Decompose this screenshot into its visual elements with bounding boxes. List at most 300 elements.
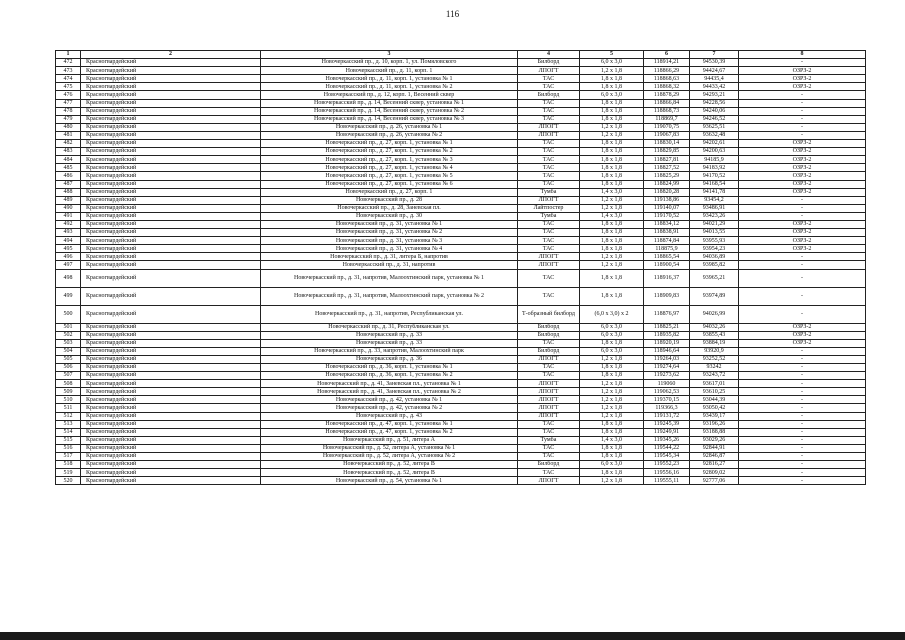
structure-type-cell: Билборд	[518, 347, 580, 355]
coord-y-cell: 93423,26	[690, 212, 739, 220]
coord-x-cell: 118827,52	[644, 164, 690, 172]
district-cell: Красногвардейский	[81, 148, 261, 156]
coord-y-cell: 94168,54	[690, 180, 739, 188]
table-row	[56, 388, 866, 396]
structure-type-cell: ТАС	[518, 164, 580, 172]
zone-cell: -	[739, 436, 866, 444]
row-number-cell: 511	[56, 404, 81, 412]
size-cell: 1,8 х 1,8	[580, 287, 644, 305]
district-cell: Красногвардейский	[81, 469, 261, 477]
structure-type-cell: ТАС	[518, 180, 580, 188]
address-cell: Новочеркасский пр., д. 36, корп. 1, установка № 2	[261, 372, 518, 380]
table-row	[56, 75, 866, 83]
district-cell: Красногвардейский	[81, 461, 261, 469]
coord-x-cell: 119138,86	[644, 196, 690, 204]
coord-x-cell: 118909,83	[644, 287, 690, 305]
column-number: 4	[518, 51, 580, 59]
coord-y-cell: 93243,72	[690, 372, 739, 380]
table-row	[56, 196, 866, 204]
structure-type-cell: Билборд	[518, 323, 580, 331]
scan-bottom-edge	[0, 632, 905, 640]
address-cell: Новочеркасский пр., д. 43	[261, 412, 518, 420]
table-row	[56, 123, 866, 131]
structure-type-cell: ТАС	[518, 83, 580, 91]
coord-x-cell: 119070,75	[644, 123, 690, 131]
coord-y-cell: 92777,06	[690, 477, 739, 485]
zone-cell: -	[739, 477, 866, 485]
address-cell: Новочеркасский пр., д. 31, литера Б, напротив	[261, 253, 518, 261]
coord-x-cell: 118866,29	[644, 67, 690, 75]
structure-type-cell: ТАС	[518, 339, 580, 347]
district-cell: Красногвардейский	[81, 220, 261, 228]
address-cell: Новочеркасский пр., д. 36, корп. 1, установка № 1	[261, 364, 518, 372]
row-number-cell: 488	[56, 188, 81, 196]
district-cell: Красногвардейский	[81, 140, 261, 148]
size-cell: 1,4 х 3,0	[580, 212, 644, 220]
coord-y-cell: 94200,63	[690, 148, 739, 156]
address-cell: Новочеркасский пр., д. 52, литера В	[261, 461, 518, 469]
row-number-cell: 500	[56, 305, 81, 323]
structure-type-cell: ЛПОГТ	[518, 380, 580, 388]
coord-y-cell: 93884,19	[690, 339, 739, 347]
size-cell: 1,2 х 1,8	[580, 396, 644, 404]
size-cell: 1,8 х 1,8	[580, 372, 644, 380]
coord-y-cell: 94036,89	[690, 253, 739, 261]
zone-cell: -	[739, 396, 866, 404]
coord-x-cell: 118916,37	[644, 269, 690, 287]
zone-cell: -	[739, 212, 866, 220]
district-cell: Красногвардейский	[81, 420, 261, 428]
district-cell: Красногвардейский	[81, 75, 261, 83]
coord-y-cell: 94246,52	[690, 115, 739, 123]
district-cell: Красногвардейский	[81, 428, 261, 436]
row-number-cell: 506	[56, 364, 81, 372]
coord-x-cell: 118874,84	[644, 237, 690, 245]
coord-y-cell: 93632,48	[690, 131, 739, 139]
row-number-cell: 492	[56, 220, 81, 228]
table-row	[56, 67, 866, 75]
address-cell: Новочеркасский пр., д. 42, установка № 1	[261, 396, 518, 404]
zone-cell: ОЗРЗ-2	[739, 220, 866, 228]
coord-x-cell: 118829,85	[644, 148, 690, 156]
row-number-cell: 483	[56, 148, 81, 156]
address-cell: Новочеркасский пр., д. 41, Заневская пл., установка № 2	[261, 388, 518, 396]
coord-y-cell: 92816,27	[690, 461, 739, 469]
coord-x-cell: 118868,32	[644, 83, 690, 91]
coord-y-cell: 94032,26	[690, 323, 739, 331]
size-cell: 1,8 х 1,8	[580, 83, 644, 91]
row-number-cell: 485	[56, 164, 81, 172]
address-cell: Новочеркасский пр., д. 11, корп. 1	[261, 67, 518, 75]
zone-cell: -	[739, 388, 866, 396]
coord-x-cell: 119556,16	[644, 469, 690, 477]
size-cell: 1,8 х 1,8	[580, 420, 644, 428]
size-cell: 6,0 х 3,0	[580, 461, 644, 469]
structure-type-cell: Билборд	[518, 461, 580, 469]
table-row	[56, 331, 866, 339]
structure-type-cell: Билборд	[518, 331, 580, 339]
coord-y-cell: 94202,61	[690, 140, 739, 148]
page-number: 116	[445, 9, 460, 19]
table-row	[56, 237, 866, 245]
structure-type-cell: ТАС	[518, 287, 580, 305]
address-cell: Новочеркасский пр., д. 42, установка № 2	[261, 404, 518, 412]
district-cell: Красногвардейский	[81, 269, 261, 287]
structure-type-cell: ТАС	[518, 99, 580, 107]
coord-x-cell: 119544,22	[644, 444, 690, 452]
row-number-cell: 480	[56, 123, 81, 131]
zone-cell: -	[739, 99, 866, 107]
table-row	[56, 99, 866, 107]
size-cell: 1,8 х 1,8	[580, 172, 644, 180]
row-number-cell: 497	[56, 261, 81, 269]
structure-type-cell: ЛПОГТ	[518, 67, 580, 75]
size-cell: 6,0 х 3,0	[580, 331, 644, 339]
zone-cell: -	[739, 91, 866, 99]
row-number-cell: 489	[56, 196, 81, 204]
coord-y-cell: 93050,42	[690, 404, 739, 412]
zone-cell: -	[739, 196, 866, 204]
coord-y-cell: 94183,92	[690, 164, 739, 172]
district-cell: Красногвардейский	[81, 305, 261, 323]
size-cell: 6,0 х 3,0	[580, 59, 644, 67]
row-number-cell: 515	[56, 436, 81, 444]
coord-y-cell: 94141,78	[690, 188, 739, 196]
table-row	[56, 469, 866, 477]
size-cell: 1,8 х 1,8	[580, 148, 644, 156]
table-row	[56, 107, 866, 115]
address-cell: Новочеркасский пр., д. 11, корп. 1, установка № 1	[261, 75, 518, 83]
coord-x-cell: 119249,91	[644, 428, 690, 436]
table-row	[56, 212, 866, 220]
table-row	[56, 164, 866, 172]
address-cell: Новочеркасский пр., д. 12, корп. 1, Весенний сквер	[261, 91, 518, 99]
address-cell: Новочеркасский пр., д. 33	[261, 339, 518, 347]
structure-type-cell: ЛПОГТ	[518, 261, 580, 269]
table-row	[56, 269, 866, 287]
size-cell: 1,2 х 1,8	[580, 380, 644, 388]
structure-type-cell: Тумба	[518, 212, 580, 220]
coord-y-cell: 93920,9	[690, 347, 739, 355]
zone-cell: ОЗРЗ-2	[739, 237, 866, 245]
row-number-cell: 514	[56, 428, 81, 436]
coord-x-cell: 118869,7	[644, 115, 690, 123]
coord-x-cell: 118900,54	[644, 261, 690, 269]
row-number-cell: 518	[56, 461, 81, 469]
district-cell: Красногвардейский	[81, 380, 261, 388]
coord-y-cell: 93617,01	[690, 380, 739, 388]
address-cell: Новочеркасский пр., д. 52, литера В	[261, 469, 518, 477]
coord-y-cell: 93454,2	[690, 196, 739, 204]
table-row	[56, 148, 866, 156]
structure-type-cell: ТАС	[518, 372, 580, 380]
coord-y-cell: 93855,43	[690, 331, 739, 339]
district-cell: Красногвардейский	[81, 123, 261, 131]
structure-type-cell: ТАС	[518, 420, 580, 428]
coord-x-cell: 118838,91	[644, 229, 690, 237]
district-cell: Красногвардейский	[81, 212, 261, 220]
structure-type-cell: ТАС	[518, 444, 580, 452]
district-cell: Красногвардейский	[81, 287, 261, 305]
zone-cell: ОЗРЗ-2	[739, 229, 866, 237]
coord-x-cell: 118920,19	[644, 339, 690, 347]
address-cell: Новочеркасский пр., д. 31, напротив, Малоохтинский парк, установка № 1	[261, 269, 518, 287]
zone-cell: ОЗРЗ-2	[739, 172, 866, 180]
zone-cell: -	[739, 107, 866, 115]
coord-x-cell: 119062,53	[644, 388, 690, 396]
row-number-cell: 481	[56, 131, 81, 139]
address-cell: Новочеркасский пр., д. 51, литера А	[261, 436, 518, 444]
row-number-cell: 487	[56, 180, 81, 188]
table-row	[56, 355, 866, 363]
coord-y-cell: 93486,91	[690, 204, 739, 212]
column-number-row	[56, 51, 866, 59]
address-cell: Новочеркасский пр., д. 52, литера А, установка № 1	[261, 444, 518, 452]
address-cell: Новочеркасский пр., д. 28	[261, 196, 518, 204]
zone-cell: ОЗРЗ-2	[739, 156, 866, 164]
table-row	[56, 347, 866, 355]
address-cell: Новочеркасский пр., д. 33	[261, 331, 518, 339]
address-cell: Новочеркасский пр., д. 31, напротив, Малоохтинский парк, установка № 2	[261, 287, 518, 305]
size-cell: (6,0 х 3,0) х 2	[580, 305, 644, 323]
size-cell: 1,8 х 1,8	[580, 164, 644, 172]
structure-type-cell: Тумба	[518, 436, 580, 444]
size-cell: 1,2 х 1,8	[580, 67, 644, 75]
coord-y-cell: 94433,42	[690, 83, 739, 91]
structure-type-cell: ТАС	[518, 75, 580, 83]
coord-x-cell: 119555,11	[644, 477, 690, 485]
table-row	[56, 115, 866, 123]
size-cell: 1,8 х 1,8	[580, 99, 644, 107]
coord-x-cell: 119060	[644, 380, 690, 388]
size-cell: 6,0 х 3,0	[580, 323, 644, 331]
zone-cell: -	[739, 204, 866, 212]
structure-type-cell: ТАС	[518, 115, 580, 123]
structure-type-cell: ЛПОГТ	[518, 396, 580, 404]
column-number: 2	[81, 51, 261, 59]
district-cell: Красногвардейский	[81, 347, 261, 355]
coord-x-cell: 119545,34	[644, 453, 690, 461]
size-cell: 1,8 х 1,8	[580, 428, 644, 436]
coord-y-cell: 93044,39	[690, 396, 739, 404]
zone-cell: ОЗРЗ-2	[739, 164, 866, 172]
size-cell: 1,8 х 1,8	[580, 245, 644, 253]
structure-type-cell: Билборд	[518, 91, 580, 99]
address-cell: Новочеркасский пр., д. 52, литера А, установка № 2	[261, 453, 518, 461]
address-cell: Новочеркасский пр., д. 31, установка № 1	[261, 220, 518, 228]
zone-cell: ОЗРЗ-2	[739, 83, 866, 91]
structure-type-cell: ТАС	[518, 140, 580, 148]
district-cell: Красногвардейский	[81, 204, 261, 212]
row-number-cell: 490	[56, 204, 81, 212]
row-number-cell: 498	[56, 269, 81, 287]
size-cell: 1,2 х 1,8	[580, 204, 644, 212]
structure-type-cell: ТАС	[518, 453, 580, 461]
coord-y-cell: 93242	[690, 364, 739, 372]
coord-y-cell: 94021,29	[690, 220, 739, 228]
district-cell: Красногвардейский	[81, 188, 261, 196]
coord-y-cell: 93196,26	[690, 420, 739, 428]
row-number-cell: 513	[56, 420, 81, 428]
size-cell: 6,0 х 3,0	[580, 347, 644, 355]
coord-x-cell: 118935,82	[644, 331, 690, 339]
district-cell: Красногвардейский	[81, 180, 261, 188]
row-number-cell: 505	[56, 355, 81, 363]
structure-type-cell: ЛПОГТ	[518, 404, 580, 412]
district-cell: Красногвардейский	[81, 396, 261, 404]
row-number-cell: 484	[56, 156, 81, 164]
row-number-cell: 482	[56, 140, 81, 148]
row-number-cell: 503	[56, 339, 81, 347]
row-number-cell: 516	[56, 444, 81, 452]
size-cell: 1,2 х 1,8	[580, 261, 644, 269]
district-cell: Красногвардейский	[81, 115, 261, 123]
zone-cell: ОЗРЗ-2	[739, 339, 866, 347]
zone-cell: -	[739, 123, 866, 131]
coord-y-cell: 94240,06	[690, 107, 739, 115]
row-number-cell: 474	[56, 75, 81, 83]
table-row	[56, 323, 866, 331]
size-cell: 1,2 х 1,8	[580, 404, 644, 412]
zone-cell: -	[739, 420, 866, 428]
address-cell: Новочеркасский пр., д. 27, корп. 1, установка № 4	[261, 164, 518, 172]
zone-cell: -	[739, 131, 866, 139]
district-cell: Красногвардейский	[81, 453, 261, 461]
coord-y-cell: 94293,21	[690, 91, 739, 99]
structure-type-cell: ТАС	[518, 237, 580, 245]
table-row	[56, 420, 866, 428]
row-number-cell: 475	[56, 83, 81, 91]
table-row	[56, 453, 866, 461]
structure-type-cell: ЛПОГТ	[518, 355, 580, 363]
district-cell: Красногвардейский	[81, 196, 261, 204]
address-cell: Новочеркасский пр., д. 10, корп. 1, ул. Помяловского	[261, 59, 518, 67]
coord-y-cell: 93985,82	[690, 261, 739, 269]
column-number: 8	[739, 51, 866, 59]
size-cell: 1,8 х 1,8	[580, 469, 644, 477]
size-cell: 1,8 х 1,8	[580, 237, 644, 245]
district-cell: Красногвардейский	[81, 364, 261, 372]
table-row	[56, 444, 866, 452]
zone-cell: ОЗРЗ-2	[739, 188, 866, 196]
coord-y-cell: 94013,55	[690, 229, 739, 237]
size-cell: 1,8 х 1,8	[580, 364, 644, 372]
address-cell: Новочеркасский пр., д. 28, Заневская пл.	[261, 204, 518, 212]
zone-cell: ОЗРЗ-2	[739, 323, 866, 331]
district-cell: Красногвардейский	[81, 172, 261, 180]
address-cell: Новочеркасский пр., д. 31, установка № 3	[261, 237, 518, 245]
zone-cell: -	[739, 380, 866, 388]
coord-y-cell: 94170,52	[690, 172, 739, 180]
row-number-cell: 507	[56, 372, 81, 380]
table-row	[56, 380, 866, 388]
address-cell: Новочеркасский пр., д. 33, напротив, Малоохтинский парк	[261, 347, 518, 355]
table-row	[56, 404, 866, 412]
size-cell: 1,2 х 1,8	[580, 388, 644, 396]
table-row	[56, 188, 866, 196]
address-cell: Новочеркасский пр., д. 54, установка № 1	[261, 477, 518, 485]
zone-cell: -	[739, 461, 866, 469]
coord-y-cell: 93955,93	[690, 237, 739, 245]
size-cell: 1,8 х 1,8	[580, 156, 644, 164]
address-cell: Новочеркасский пр., д. 31, Республиканская ул.	[261, 323, 518, 331]
coord-x-cell: 119274,64	[644, 364, 690, 372]
coord-x-cell: 118825,21	[644, 323, 690, 331]
coord-y-cell: 94026,99	[690, 305, 739, 323]
district-cell: Красногвардейский	[81, 237, 261, 245]
coord-y-cell: 94185,9	[690, 156, 739, 164]
size-cell: 1,2 х 1,8	[580, 412, 644, 420]
table-row	[56, 140, 866, 148]
coord-x-cell: 119366,3	[644, 404, 690, 412]
zone-cell: -	[739, 355, 866, 363]
size-cell: 1,8 х 1,8	[580, 140, 644, 148]
address-cell: Новочеркасский пр., д. 11, корп. 1, установка № 2	[261, 83, 518, 91]
column-number: 7	[690, 51, 739, 59]
structure-type-cell: ТАС	[518, 107, 580, 115]
table-row	[56, 412, 866, 420]
address-cell: Новочеркасский пр., д. 30	[261, 212, 518, 220]
zone-cell: -	[739, 253, 866, 261]
address-cell: Новочеркасский пр., д. 27, корп. 1, установка № 2	[261, 148, 518, 156]
coord-x-cell: 119552,23	[644, 461, 690, 469]
structure-type-cell: ТАС	[518, 428, 580, 436]
coord-y-cell: 93610,25	[690, 388, 739, 396]
coord-y-cell: 93954,23	[690, 245, 739, 253]
address-cell: Новочеркасский пр., д. 41, Заневская пл., установка № 1	[261, 380, 518, 388]
address-cell: Новочеркасский пр., д. 14, Весенний сквер, установка № 3	[261, 115, 518, 123]
address-cell: Новочеркасский пр., д. 27, корп. 1	[261, 188, 518, 196]
zone-cell: ОЗРЗ-2	[739, 245, 866, 253]
address-cell: Новочеркасский пр., д. 26, установка № 1	[261, 123, 518, 131]
coord-y-cell: 92844,91	[690, 444, 739, 452]
row-number-cell: 491	[56, 212, 81, 220]
district-cell: Красногвардейский	[81, 253, 261, 261]
size-cell: 1,8 х 1,8	[580, 269, 644, 287]
column-number: 3	[261, 51, 518, 59]
zone-cell: ОЗРЗ-2	[739, 180, 866, 188]
table-row	[56, 287, 866, 305]
row-number-cell: 472	[56, 59, 81, 67]
zone-cell: -	[739, 287, 866, 305]
table-row	[56, 477, 866, 485]
coord-y-cell: 92809,02	[690, 469, 739, 477]
table-row	[56, 253, 866, 261]
table-row	[56, 364, 866, 372]
coord-y-cell: 93965,21	[690, 269, 739, 287]
size-cell: 1,8 х 1,8	[580, 107, 644, 115]
coord-y-cell: 93439,17	[690, 412, 739, 420]
district-cell: Красногвардейский	[81, 372, 261, 380]
row-number-cell: 477	[56, 99, 81, 107]
table-row	[56, 229, 866, 237]
district-cell: Красногвардейский	[81, 355, 261, 363]
district-cell: Красногвардейский	[81, 83, 261, 91]
row-number-cell: 510	[56, 396, 81, 404]
size-cell: 1,2 х 1,8	[580, 355, 644, 363]
coord-x-cell: 119264,03	[644, 355, 690, 363]
coord-x-cell: 119345,26	[644, 436, 690, 444]
structure-type-cell: ЛПОГТ	[518, 253, 580, 261]
zone-cell: -	[739, 428, 866, 436]
district-cell: Красногвардейский	[81, 91, 261, 99]
structure-type-cell: ЛПОГТ	[518, 412, 580, 420]
size-cell: 1,2 х 1,8	[580, 196, 644, 204]
row-number-cell: 479	[56, 115, 81, 123]
district-cell: Красногвардейский	[81, 59, 261, 67]
table-row	[56, 261, 866, 269]
zone-cell: -	[739, 404, 866, 412]
